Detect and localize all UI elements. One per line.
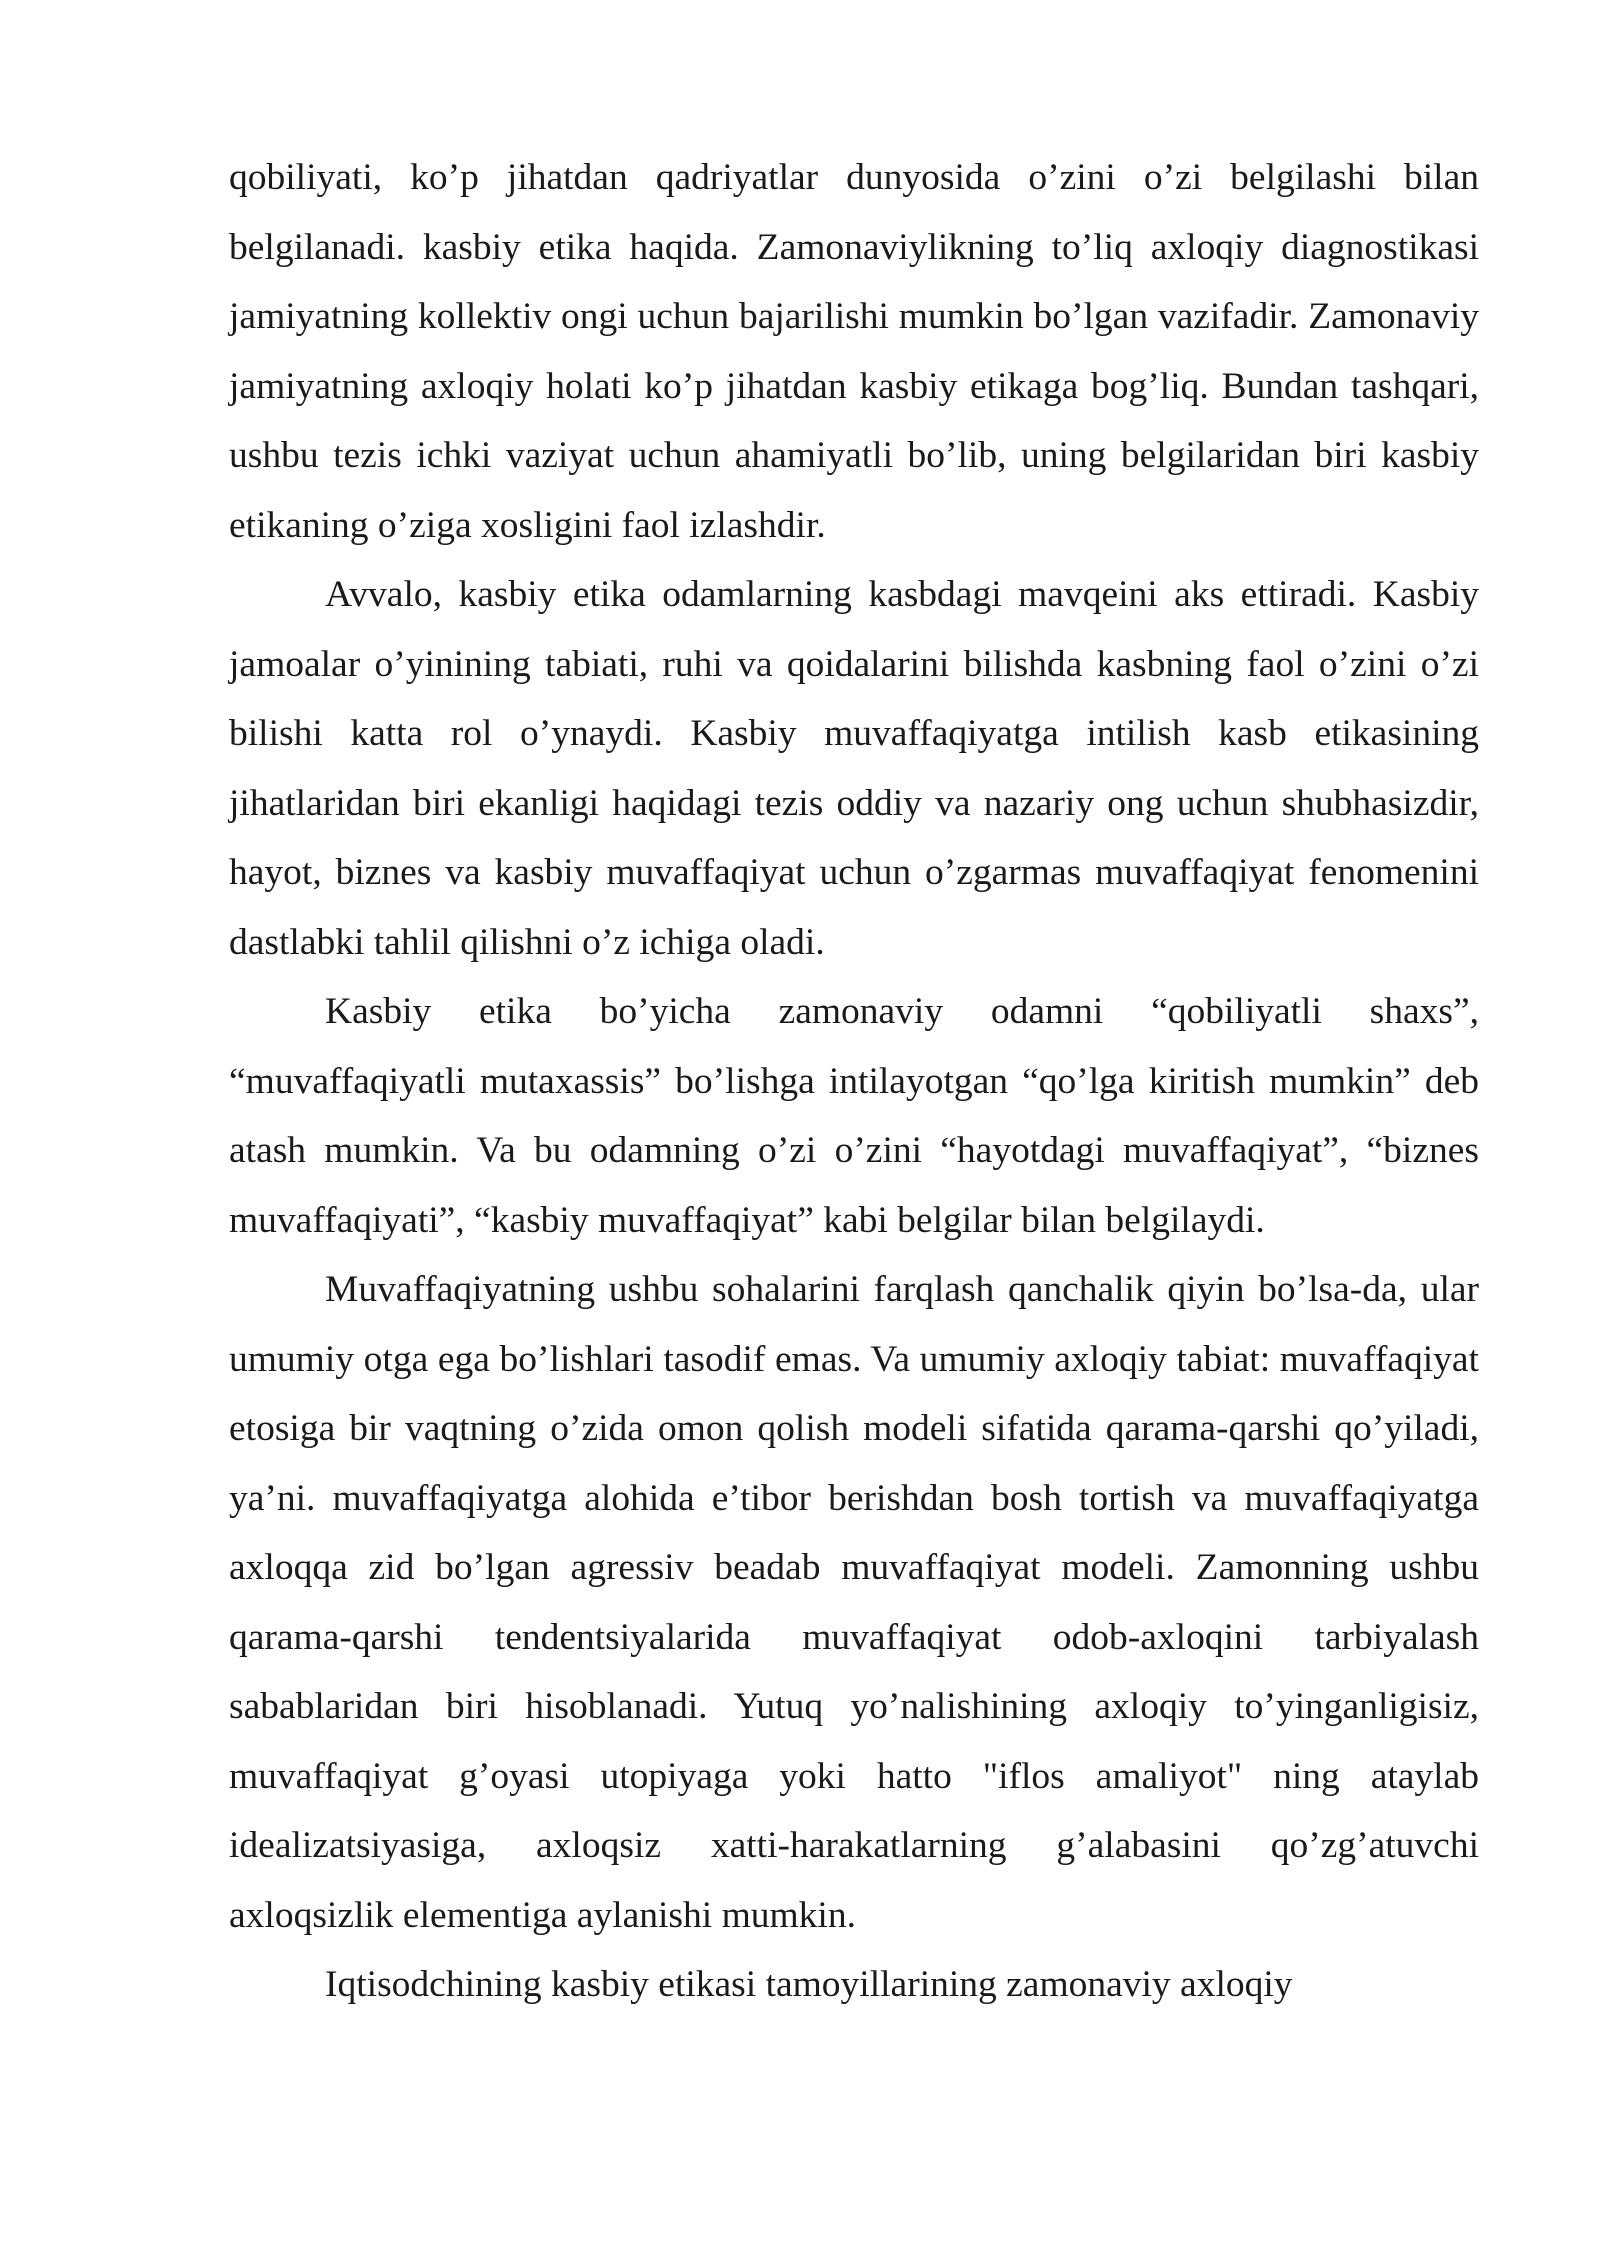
document-body (229, 143, 1479, 2020)
paragraph-4: Muvaffaqiyatning ushbu sohalarini farqlash qanchalik qiyin bo’lsa-da, ular umumiy otga ega bo’lishlari tasodif emas. Va umumiy axloqiy tabiat: muvaffaqiyat etosiga bir vaqtning o’zida omon qolish modeli sifatida qarama-qarshi qo’yiladi, ya’ni. muvaffaqiyatga alohida e’tibor berishdan bosh tortish va muvaffaqiyatga axloqqa zid bo’lgan agressiv beadab muvaffaqiyat modeli. Zamonning ushbu qarama-qarshi tendentsiyalarida muvaffaqiyat odob-axloqini tarbiyalash sabablaridan biri hisoblanadi. Yutuq yo’nalishining axloqiy to’yinganligisiz, muvaffaqiyat g’oyasi utopiyaga yoki hatto "iflos amaliyot" ning ataylab idealizatsiyasiga, axloqsiz xatti-harakatlarning g’alabasini qo’zg’atuvchi axloqsizlik elementiga aylanishi mumkin. (229, 1269, 1479, 1936)
paragraph-2: Avvalo, kasbiy etika odamlarning kasbdagi mavqeini aks ettiradi. Kasbiy jamoalar o’yinining tabiati, ruhi va qoidalarini bilishda kasbning faol o’zini o’zi bilishi katta rol o’ynaydi. Kasbiy muvaffaqiyatga intilish kasb etikasining jihatlaridan biri ekanligi haqidagi tezis oddiy va nazariy ong uchun shubhasizdir, hayot, biznes va kasbiy muvaffaqiyat uchun o’zgarmas muvaffaqiyat fenomenini dastlabki tahlil qilishni o’z ichiga oladi. (229, 574, 1479, 963)
paragraph-3: Kasbiy etika bo’yicha zamonaviy odamni “qobiliyatli shaxs”, “muvaffaqiyatli mutaxassis” bo’lishga intilayotgan “qo’lga kiritish mumkin” deb atash mumkin. Va bu odamning o’zi o’zini “hayotdagi muvaffaqiyat”, “biznes muvaffaqiyati”, “kasbiy muvaffaqiyat” kabi belgilar bilan belgilaydi. (229, 991, 1479, 1241)
paragraph-5: Iqtisodchining kasbiy etikasi tamoyillarining zamonaviy axloqiy (325, 1964, 1293, 2005)
paragraph-1: qobiliyati, ko’p jihatdan qadriyatlar dunyosida o’zini o’zi belgilashi bilan belgilanadi. kasbiy etika haqida. Zamonaviylikning to’liq axloqiy diagnostikasi jamiyatning kollektiv ongi uchun bajarilishi mumkin bo’lgan vazifadir. Zamonaviy jamiyatning axloqiy holati ko’p jihatdan kasbiy etikaga bog’liq. Bundan tashqari, ushbu tezis ichki vaziyat uchun ahamiyatli bo’lib, uning belgilaridan biri kasbiy etikaning o’ziga xosligini faol izlashdir. (229, 157, 1479, 546)
